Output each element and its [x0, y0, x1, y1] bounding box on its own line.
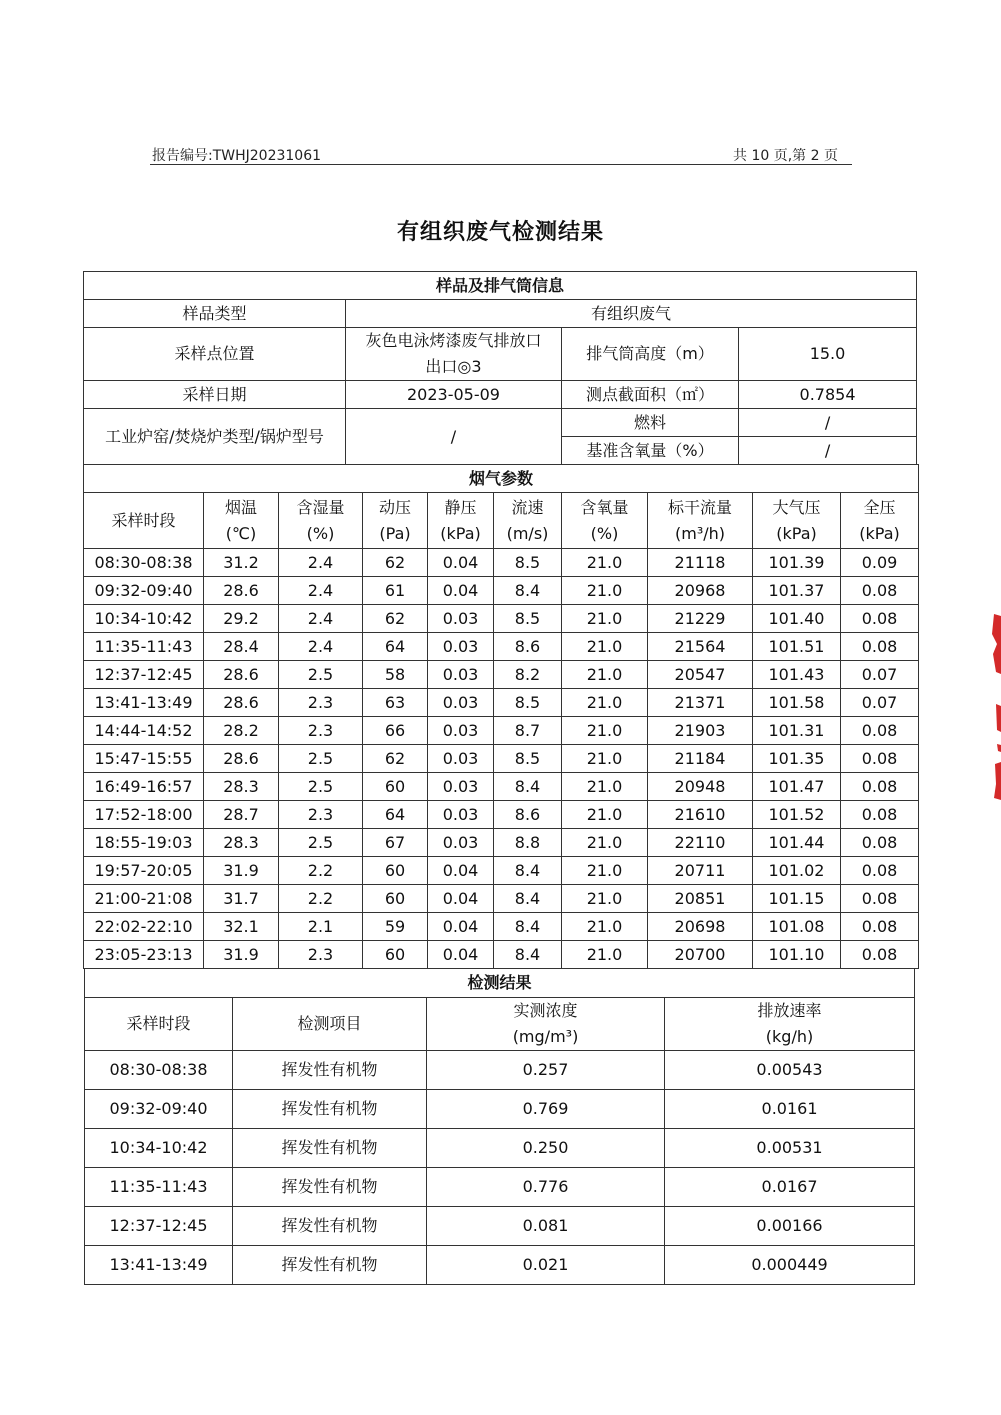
- page-indicator: 共 10 页,第 2 页: [733, 148, 838, 164]
- flue-cell: 101.43: [753, 661, 841, 689]
- stack-height-label: 排气筒高度（m）: [562, 328, 739, 381]
- flue-cell: 59: [363, 913, 428, 941]
- flue-cell: 23:05-23:13: [84, 941, 204, 969]
- date-value: 2023-05-09: [346, 381, 562, 409]
- result-cell: 11:35-11:43: [85, 1168, 233, 1207]
- flue-cell: 101.44: [753, 829, 841, 857]
- flue-cell: 0.03: [428, 605, 494, 633]
- results-table: [84, 968, 915, 1285]
- flue-cell: 20698: [648, 913, 753, 941]
- flue-header-7: [753, 493, 841, 549]
- stack-height-value: 15.0: [739, 328, 917, 381]
- flue-cell: 28.3: [204, 829, 279, 857]
- fuel-value: /: [739, 409, 917, 437]
- flue-cell: 0.03: [428, 661, 494, 689]
- results-conc-header: [427, 998, 665, 1051]
- flue-cell: 101.47: [753, 773, 841, 801]
- flue-header-8: [841, 493, 919, 549]
- flue-header-unit: (%): [306, 523, 335, 543]
- flue-cell: 28.6: [204, 745, 279, 773]
- table-row: [85, 1129, 915, 1168]
- flue-header-unit: (m³/h): [674, 523, 725, 543]
- flue-header-unit: (Pa): [379, 523, 411, 543]
- flue-header-unit: (℃): [225, 523, 257, 543]
- flue-cell: 0.04: [428, 857, 494, 885]
- flue-cell: 8.4: [494, 577, 562, 605]
- result-cell: 0.00543: [665, 1051, 915, 1090]
- flue-cell: 60: [363, 941, 428, 969]
- flue-header-4: [494, 493, 562, 549]
- flue-cell: 60: [363, 885, 428, 913]
- flue-cell: 62: [363, 605, 428, 633]
- flue-cell: 21.0: [562, 801, 648, 829]
- report-number: 报告编号:TWHJ20231061: [152, 148, 322, 164]
- sample-type-value: 有组织废气: [346, 300, 917, 328]
- flue-cell: 0.04: [428, 577, 494, 605]
- results-rate-header: [665, 998, 915, 1051]
- result-cell: 挥发性有机物: [233, 1051, 427, 1090]
- flue-cell: 19:57-20:05: [84, 857, 204, 885]
- flue-cell: 0.09: [841, 549, 919, 577]
- date-label: 采样日期: [84, 381, 346, 409]
- table-row: [84, 829, 919, 857]
- flue-cell: 2.5: [279, 773, 363, 801]
- flue-cell: 21.0: [562, 913, 648, 941]
- flue-cell: 0.03: [428, 829, 494, 857]
- table-row: [84, 577, 919, 605]
- flue-cell: 101.31: [753, 717, 841, 745]
- flue-cell: 0.08: [841, 605, 919, 633]
- flue-cell: 28.6: [204, 661, 279, 689]
- flue-header-3: [428, 493, 494, 549]
- table-row: [84, 745, 919, 773]
- flue-cell: 101.10: [753, 941, 841, 969]
- flue-cell: 0.08: [841, 745, 919, 773]
- flue-cell: 21184: [648, 745, 753, 773]
- flue-cell: 20711: [648, 857, 753, 885]
- flue-cell: 101.39: [753, 549, 841, 577]
- flue-header-name: 含湿量: [296, 497, 345, 517]
- flue-cell: 0.08: [841, 885, 919, 913]
- flue-header-name: 动压: [378, 497, 411, 517]
- flue-header-name: 大气压: [772, 497, 821, 517]
- flue-cell: 28.4: [204, 633, 279, 661]
- flue-cell: 32.1: [204, 913, 279, 941]
- flue-cell: 0.03: [428, 801, 494, 829]
- flue-header-unit: (%): [590, 523, 619, 543]
- flue-cell: 8.2: [494, 661, 562, 689]
- flue-cell: 0.04: [428, 885, 494, 913]
- flue-cell: 101.40: [753, 605, 841, 633]
- location-label: 采样点位置: [84, 328, 346, 381]
- flue-header-unit: (m/s): [506, 523, 549, 543]
- flue-header-6: [648, 493, 753, 549]
- flue-cell: 21118: [648, 549, 753, 577]
- flue-header-unit: (kPa): [440, 523, 481, 543]
- flue-cell: 0.03: [428, 773, 494, 801]
- flue-cell: 8.4: [494, 773, 562, 801]
- flue-cell: 22:02-22:10: [84, 913, 204, 941]
- flue-cell: 0.03: [428, 633, 494, 661]
- flue-cell: 2.1: [279, 913, 363, 941]
- flue-cell: 17:52-18:00: [84, 801, 204, 829]
- flue-cell: 2.4: [279, 549, 363, 577]
- flue-cell: 21.0: [562, 605, 648, 633]
- flue-cell: 0.04: [428, 549, 494, 577]
- flue-cell: 22110: [648, 829, 753, 857]
- flue-cell: 21.0: [562, 829, 648, 857]
- table-row: [84, 661, 919, 689]
- result-cell: 0.257: [427, 1051, 665, 1090]
- sample-info-table: [83, 271, 917, 465]
- result-cell: 0.0161: [665, 1090, 915, 1129]
- flue-cell: 0.08: [841, 913, 919, 941]
- flue-cell: 18:55-19:03: [84, 829, 204, 857]
- flue-cell: 20968: [648, 577, 753, 605]
- flue-cell: 61: [363, 577, 428, 605]
- flue-cell: 31.7: [204, 885, 279, 913]
- flue-cell: 21.0: [562, 689, 648, 717]
- flue-cell: 31.2: [204, 549, 279, 577]
- table-row: [84, 633, 919, 661]
- table-row: [85, 1051, 915, 1090]
- flue-cell: 14:44-14:52: [84, 717, 204, 745]
- flue-cell: 0.03: [428, 717, 494, 745]
- flue-cell: 0.08: [841, 941, 919, 969]
- flue-header-0: [204, 493, 279, 549]
- flue-cell: 2.5: [279, 829, 363, 857]
- flue-cell: 15:47-15:55: [84, 745, 204, 773]
- flue-cell: 8.8: [494, 829, 562, 857]
- flue-cell: 2.5: [279, 661, 363, 689]
- flue-cell: 20948: [648, 773, 753, 801]
- flue-cell: 101.52: [753, 801, 841, 829]
- location-value: [346, 328, 562, 381]
- furnace-label: 工业炉窑/焚烧炉类型/锅炉型号: [84, 409, 346, 465]
- area-label: 测点截面积（㎡）: [562, 381, 739, 409]
- flue-cell: 101.15: [753, 885, 841, 913]
- conc-header-unit: (mg/m³): [512, 1027, 579, 1046]
- flue-cell: 21.0: [562, 549, 648, 577]
- flue-cell: 20547: [648, 661, 753, 689]
- flue-cell: 8.7: [494, 717, 562, 745]
- flue-cell: 21.0: [562, 941, 648, 969]
- flue-cell: 28.6: [204, 689, 279, 717]
- rate-header-name: 排放速率: [757, 1001, 822, 1020]
- flue-cell: 21.0: [562, 661, 648, 689]
- table-row: [85, 1090, 915, 1129]
- fuel-label: 燃料: [562, 409, 739, 437]
- flue-header-name: 含氧量: [580, 497, 629, 517]
- table-row: [84, 605, 919, 633]
- flue-cell: 09:32-09:40: [84, 577, 204, 605]
- flue-cell: 101.37: [753, 577, 841, 605]
- flue-cell: 0.07: [841, 689, 919, 717]
- flue-cell: 0.08: [841, 857, 919, 885]
- flue-cell: 2.3: [279, 717, 363, 745]
- flue-cell: 28.2: [204, 717, 279, 745]
- result-cell: 0.0167: [665, 1168, 915, 1207]
- flue-cell: 2.4: [279, 605, 363, 633]
- flue-cell: 8.6: [494, 633, 562, 661]
- flue-cell: 21.0: [562, 773, 648, 801]
- section-title-sample-info: 样品及排气筒信息: [84, 272, 917, 300]
- flue-cell: 8.4: [494, 857, 562, 885]
- results-rows: [85, 1051, 915, 1285]
- flue-cell: 10:34-10:42: [84, 605, 204, 633]
- flue-cell: 66: [363, 717, 428, 745]
- seal-stamp-fragment: [990, 614, 1001, 800]
- flue-header-name: 流速: [511, 497, 544, 517]
- flue-cell: 62: [363, 745, 428, 773]
- table-row: [85, 1207, 915, 1246]
- result-cell: 09:32-09:40: [85, 1090, 233, 1129]
- flue-header-unit: (kPa): [776, 523, 817, 543]
- result-cell: 0.00166: [665, 1207, 915, 1246]
- flue-cell: 0.07: [841, 661, 919, 689]
- flue-cell: 11:35-11:43: [84, 633, 204, 661]
- location-line-1: 灰色电泳烤漆废气排放口: [365, 331, 542, 350]
- flue-gas-table: [83, 464, 919, 969]
- result-cell: 0.081: [427, 1207, 665, 1246]
- flue-cell: 20851: [648, 885, 753, 913]
- conc-header-name: 实测浓度: [513, 1001, 578, 1020]
- flue-cell: 8.5: [494, 689, 562, 717]
- table-row: [84, 885, 919, 913]
- flue-cell: 64: [363, 633, 428, 661]
- flue-cell: 101.51: [753, 633, 841, 661]
- flue-header-2: [363, 493, 428, 549]
- flue-cell: 101.02: [753, 857, 841, 885]
- flue-cell: 8.5: [494, 549, 562, 577]
- result-cell: 挥发性有机物: [233, 1129, 427, 1168]
- flue-cell: 13:41-13:49: [84, 689, 204, 717]
- flue-cell: 20700: [648, 941, 753, 969]
- flue-cell: 62: [363, 549, 428, 577]
- oxygen-value: /: [739, 437, 917, 465]
- table-row: [84, 549, 919, 577]
- flue-cell: 2.3: [279, 689, 363, 717]
- flue-header-name: 烟温: [224, 497, 257, 517]
- sample-type-label: 样品类型: [84, 300, 346, 328]
- rate-header-unit: (kg/h): [765, 1027, 814, 1046]
- flue-cell: 0.08: [841, 577, 919, 605]
- flue-cell: 31.9: [204, 857, 279, 885]
- flue-cell: 2.5: [279, 745, 363, 773]
- flue-cell: 8.5: [494, 745, 562, 773]
- section-title-results: 检测结果: [85, 969, 915, 998]
- flue-header-5: [562, 493, 648, 549]
- flue-header-1: [279, 493, 363, 549]
- result-cell: 10:34-10:42: [85, 1129, 233, 1168]
- flue-header-name: 静压: [444, 497, 477, 517]
- results-item-header: 检测项目: [233, 998, 427, 1051]
- page-title: 有组织废气检测结果: [396, 220, 604, 245]
- flue-cell: 28.3: [204, 773, 279, 801]
- flue-cell: 28.7: [204, 801, 279, 829]
- result-cell: 0.769: [427, 1090, 665, 1129]
- flue-cell: 60: [363, 773, 428, 801]
- flue-cell: 0.04: [428, 913, 494, 941]
- result-cell: 0.250: [427, 1129, 665, 1168]
- flue-cell: 2.4: [279, 633, 363, 661]
- flue-cell: 8.6: [494, 801, 562, 829]
- flue-cell: 2.3: [279, 801, 363, 829]
- flue-cell: 29.2: [204, 605, 279, 633]
- result-cell: 12:37-12:45: [85, 1207, 233, 1246]
- flue-cell: 2.2: [279, 885, 363, 913]
- table-row: [84, 941, 919, 969]
- flue-cell: 21:00-21:08: [84, 885, 204, 913]
- flue-cell: 0.08: [841, 633, 919, 661]
- flue-cell: 67: [363, 829, 428, 857]
- result-cell: 挥发性有机物: [233, 1246, 427, 1285]
- result-cell: 0.776: [427, 1168, 665, 1207]
- flue-cell: 8.4: [494, 885, 562, 913]
- flue-period-header: 采样时段: [84, 493, 204, 549]
- result-cell: 0.00531: [665, 1129, 915, 1168]
- flue-cell: 0.04: [428, 941, 494, 969]
- oxygen-label: 基准含氧量（%）: [562, 437, 739, 465]
- flue-cell: 21.0: [562, 857, 648, 885]
- flue-header-unit: (kPa): [859, 523, 900, 543]
- furnace-value: /: [346, 409, 562, 465]
- result-cell: 挥发性有机物: [233, 1168, 427, 1207]
- table-row: [84, 801, 919, 829]
- flue-gas-rows: [84, 549, 919, 969]
- flue-cell: 60: [363, 857, 428, 885]
- flue-cell: 58: [363, 661, 428, 689]
- flue-cell: 21.0: [562, 745, 648, 773]
- area-value: 0.7854: [739, 381, 917, 409]
- location-line-2: 出口◎3: [425, 357, 482, 376]
- flue-cell: 16:49-16:57: [84, 773, 204, 801]
- result-cell: 08:30-08:38: [85, 1051, 233, 1090]
- table-row: [84, 717, 919, 745]
- flue-cell: 101.08: [753, 913, 841, 941]
- result-cell: 挥发性有机物: [233, 1207, 427, 1246]
- result-cell: 0.000449: [665, 1246, 915, 1285]
- result-cell: 挥发性有机物: [233, 1090, 427, 1129]
- flue-cell: 31.9: [204, 941, 279, 969]
- flue-cell: 101.35: [753, 745, 841, 773]
- results-period-header: 采样时段: [85, 998, 233, 1051]
- table-row: [84, 857, 919, 885]
- table-row: [85, 1246, 915, 1285]
- flue-cell: 21903: [648, 717, 753, 745]
- flue-cell: 0.03: [428, 745, 494, 773]
- result-cell: 0.021: [427, 1246, 665, 1285]
- table-row: [84, 913, 919, 941]
- flue-cell: 21229: [648, 605, 753, 633]
- flue-cell: 28.6: [204, 577, 279, 605]
- flue-cell: 08:30-08:38: [84, 549, 204, 577]
- table-row: [85, 1168, 915, 1207]
- flue-cell: 8.4: [494, 913, 562, 941]
- flue-cell: 64: [363, 801, 428, 829]
- flue-cell: 21610: [648, 801, 753, 829]
- flue-cell: 0.08: [841, 829, 919, 857]
- flue-cell: 21371: [648, 689, 753, 717]
- flue-cell: 21564: [648, 633, 753, 661]
- flue-cell: 63: [363, 689, 428, 717]
- result-cell: 13:41-13:49: [85, 1246, 233, 1285]
- flue-cell: 0.08: [841, 801, 919, 829]
- flue-cell: 21.0: [562, 577, 648, 605]
- flue-header-name: 标干流量: [667, 497, 732, 517]
- flue-cell: 101.58: [753, 689, 841, 717]
- table-row: [84, 689, 919, 717]
- flue-cell: 21.0: [562, 717, 648, 745]
- flue-cell: 21.0: [562, 885, 648, 913]
- section-title-flue-gas: 烟气参数: [84, 465, 919, 493]
- flue-cell: 2.3: [279, 941, 363, 969]
- flue-cell: 8.4: [494, 941, 562, 969]
- flue-cell: 2.2: [279, 857, 363, 885]
- flue-cell: 0.03: [428, 689, 494, 717]
- flue-cell: 2.4: [279, 577, 363, 605]
- table-row: [84, 773, 919, 801]
- flue-cell: 0.08: [841, 773, 919, 801]
- flue-header-name: 全压: [863, 497, 896, 517]
- flue-cell: 12:37-12:45: [84, 661, 204, 689]
- flue-cell: 21.0: [562, 633, 648, 661]
- flue-cell: 8.5: [494, 605, 562, 633]
- flue-cell: 0.08: [841, 717, 919, 745]
- header-divider: [150, 164, 852, 165]
